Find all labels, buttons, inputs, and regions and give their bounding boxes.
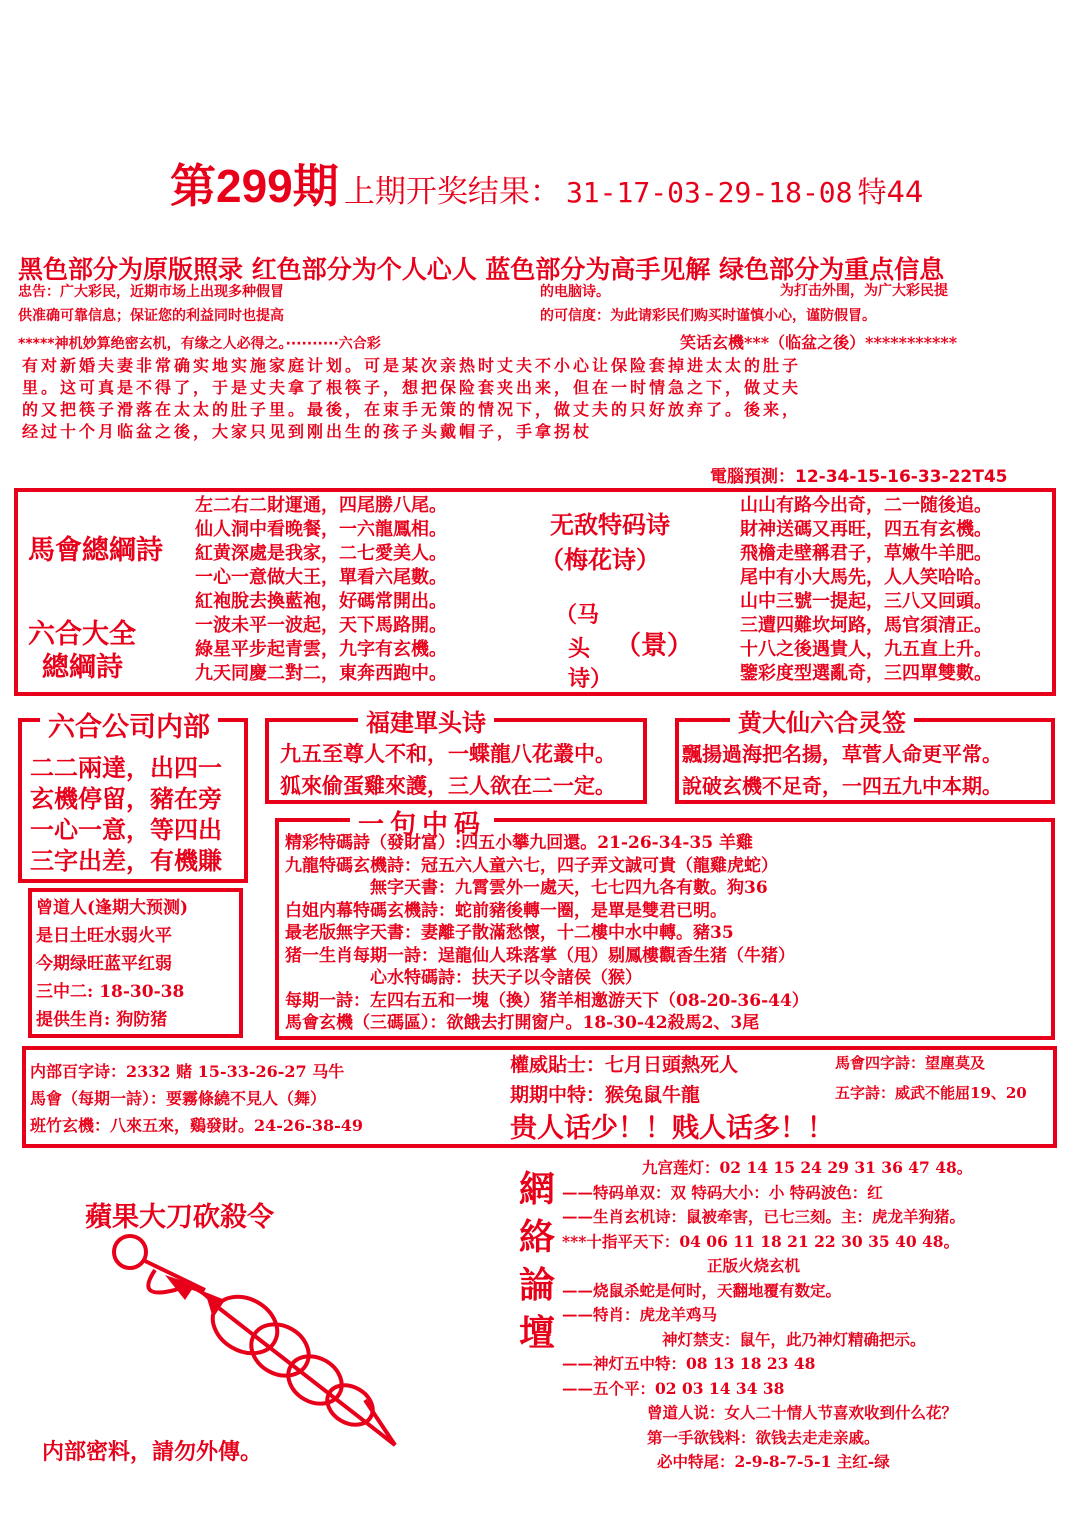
fujian-line: 狐來偷蛋雞來護，三人欲在二一定。 [280, 773, 616, 798]
poem-list-right [740, 494, 992, 686]
joke-title-right: 笑话玄機***（临盆之後）*********** [680, 333, 958, 352]
poem-list-left [195, 494, 447, 686]
forum-body [562, 1156, 972, 1475]
zengdao-box-body [36, 894, 188, 1034]
poem-line: 飛檐走壁稱君子，草嫩牛羊肥。 [740, 543, 992, 564]
notice-line: 的电脑诗。 [540, 284, 610, 300]
poem-line: 財神送碼又再旺，四五有玄機。 [740, 519, 992, 540]
authority-tip: 權威貼士：七月日頭熱死人 [510, 1054, 739, 1076]
zhongte-tip: 期期中特：猴兔鼠牛龍 [510, 1084, 701, 1106]
notice-line: 忠告：广大彩民，近期市场上出现多种假冒 [18, 284, 284, 300]
company-box-title: 六合公司内部 [40, 705, 218, 744]
forum-title-char: 絡 [518, 1216, 555, 1258]
zengdao-line: 今期绿旺蓝平红弱 [36, 954, 172, 974]
forum-title-char: 網 [518, 1168, 555, 1210]
joke-line: 经过十个月临盆之後，大家只见到刚出生的孩子头戴帽子，手拿拐杖 [22, 422, 593, 441]
last-result-numbers: 31-17-03-29-18-08 [565, 176, 853, 209]
internal-line: 班竹玄機：八來五來，鷄發財。24-26-38-49 [30, 1116, 363, 1135]
forum-title-char: 論 [518, 1264, 555, 1306]
poem-line: 左二右二財運通，四尾勝八尾。 [195, 495, 447, 516]
forum-title-char: 壇 [518, 1312, 555, 1354]
poem-line: 仙人洞中看晚餐，一六龍鳳相。 [195, 519, 447, 540]
joke-body [22, 355, 1062, 443]
poem-line: 山中三號一提起，三八又回頭。 [740, 591, 992, 612]
forum-line: 曾道人说：女人二十情人节喜欢收到什么花？ [647, 1403, 958, 1422]
notice-line: 供准确可靠信息；保证您的利益同时也提高 [18, 308, 284, 324]
poem-line: 紅黄深處是我家，二七愛美人。 [195, 543, 447, 564]
special-poem-title: 无敌特码诗 [550, 510, 670, 539]
forum-line: 正版火烧玄机 [707, 1256, 801, 1275]
fujian-box-body [280, 738, 616, 802]
company-line: 一心一意，等四出 [30, 815, 222, 844]
forum-line: ***十指平天下：04 06 11 18 21 22 30 35 40 48。 [562, 1231, 960, 1251]
special-number: 特44 [857, 175, 924, 209]
poem-line: 紅袍脫去換藍袍，好碼常開出。 [195, 591, 447, 612]
zengdao-line: 是日土旺水弱火平 [36, 926, 172, 946]
wongtaisin-line: 說破玄機不足奇，一四五九中本期。 [682, 774, 1002, 798]
internal-box-left [30, 1058, 363, 1139]
forum-line: ——特码单双：双 特码大小：小 特码波色：红 [562, 1182, 883, 1202]
poem-line: 十八之後遇貴人，九五直上升。 [740, 639, 992, 660]
forum-line: ——生肖玄机诗：鼠被牵害，已七三刻。主：虎龙羊狗猪。 [562, 1207, 966, 1226]
horse-poem-shi: 诗） [568, 666, 613, 692]
sentence-line: 精彩特碼詩（發財富）:四五小攀九回還。21-26-34-35 羊雞 [285, 833, 753, 853]
sentence-line: 最老版無字天書：妻離子散滿愁懷，十二樓中水中轉。豬35 [285, 923, 734, 943]
knife-icon [95, 1230, 415, 1460]
poem-line: 三遭四難坎坷路，馬官須清正。 [740, 615, 992, 636]
poem-line: 鑒彩度型選亂奇，三四單雙數。 [740, 663, 992, 684]
notice-line: 的可信度：为此请彩民们购买时谨慎小心，谨防假冒。 [540, 308, 876, 324]
wongtaisin-box-title: 黄大仙六合灵签 [730, 703, 914, 738]
horse-poem-ma: （马 [555, 602, 600, 628]
joke-title-left: *****神机妙算绝密玄机，有缘之人必得之。··········六合彩 [18, 336, 381, 352]
zengdao-line: 三中二: 18-30-38 [36, 982, 185, 1002]
company-line: 三字出差，有機賺 [30, 846, 222, 875]
sentence-box-body [285, 832, 809, 1035]
poem-line: 一波未平一波起，天下馬路開。 [195, 615, 447, 636]
notice-right: 为打击外围，为广大彩民提 [780, 283, 948, 299]
poem-line: 綠星平步起青雲，九字有玄機。 [195, 639, 447, 660]
sentence-line: 每期一詩：左四右五和一塊（換）猪羊相邀游天下（08-20-36-44） [285, 990, 809, 1011]
sentence-line: 馬會玄機（三碼區）：欲餓去打開窗户。18-30-42殺馬2、3尾 [285, 1013, 760, 1033]
forum-line: 第一手欲钱料：欲钱去走走亲戚。 [647, 1427, 880, 1447]
horse-poem-jing: （景） [615, 631, 694, 661]
company-line: 二二兩達，出四一 [30, 753, 222, 782]
forum-line: ——五个平：02 03 14 34 38 [562, 1378, 785, 1398]
internal-line: 馬會（每期一詩）：要霧條繞不見人（舞） [30, 1089, 327, 1108]
computer-prediction: 電腦預測：12-34-15-16-33-22T45 [710, 467, 1008, 487]
hk-four-word-poem: 馬會四字詩：望塵莫及 [835, 1054, 986, 1072]
poem-box-label-1: 馬會總綱詩 [28, 535, 163, 566]
poem-line: 山山有路今出奇，二一随後追。 [740, 495, 992, 516]
sentence-box-title: 一句中码 [350, 804, 494, 841]
forum-line: 必中特尾：2-9-8-7-5-1 主红-绿 [657, 1452, 890, 1471]
company-line: 玄機停留，豬在旁 [30, 784, 222, 813]
sentence-line: 白姐内幕特碼玄機詩：蛇前豬後轉一圈，是單是雙君已明。 [285, 900, 727, 921]
forum-line: 神灯禁支：鼠午，此乃神灯精确把示。 [662, 1329, 926, 1349]
poem-line: 九天同慶二對二，東奔西跑中。 [195, 663, 447, 684]
fujian-box-title: 福建單头诗 [358, 703, 494, 738]
sentence-line: 無字天書：九霄雲外一處天，七七四九各有數。狗36 [370, 878, 768, 898]
poem-box-label-2a: 六合大全 [28, 619, 136, 650]
joke-line: 的又把筷子滑落在太太的肚子里。最後，在束手无策的情况下，做丈夫的只好放弃了。後来， [22, 400, 802, 419]
wongtaisin-line: 飄揚過海把名揚，草菅人命更平常。 [682, 742, 1002, 766]
five-word-poem: 五字詩：威武不能屈19、20 [835, 1084, 1027, 1102]
issue-number: 第299期 [170, 160, 339, 212]
last-result-label: 上期开奖结果： [343, 174, 561, 210]
joke-line: 有对新婚夫妻非常确实地实施家庭计划。可是某次亲热时丈夫不小心让保险套掉进太太的肚子 [22, 356, 802, 375]
forum-line: ——特肖：虎龙羊鸡马 [562, 1305, 718, 1324]
horse-poem-tou: 头 [568, 636, 591, 662]
slogan: 贵人话少！！贱人话多！！ [510, 1113, 834, 1144]
sentence-line: 九龍特碼玄機詩：冠五六人童六七，四子弄文誠可貴（龍雞虎蛇） [285, 855, 778, 876]
poem-line: 尾中有小大馬先，人人笑哈哈。 [740, 567, 992, 588]
sentence-line: 猪一生肖每期一詩：逞龍仙人珠落掌（甩）剔鳳樓觀香生猪（牛猪） [285, 945, 795, 966]
poem-line: 一心一意做大王，單看六尾數。 [195, 567, 447, 588]
internal-line: 内部百字诗：2332 赌 15-33-26-27 马牛 [30, 1062, 345, 1081]
forum-vertical-title [515, 1165, 559, 1357]
sentence-line: 心水特碼詩：扶天子以令諸侯（猴） [370, 968, 642, 988]
forum-line: ——神灯五中特：08 13 18 23 48 [562, 1354, 816, 1373]
knife-title: 蘋果大刀砍殺令 [85, 1202, 274, 1233]
notice-left [18, 280, 284, 328]
knife-footer: 内部密料，請勿外傳。 [42, 1439, 263, 1465]
forum-line: 九宫莲灯：02 14 15 24 29 31 36 47 48。 [642, 1158, 973, 1177]
wongtaisin-box-body [682, 738, 1002, 802]
forum-line: ——烧鼠杀蛇是何时，天翻地覆有数定。 [562, 1280, 842, 1300]
zengdao-line: 提供生肖: 狗防猪 [36, 1010, 168, 1030]
color-legend: 黑色部分为原版照录 红色部分为个人心人 蓝色部分为高手见解 绿色部分为重点信息 [18, 255, 945, 284]
fujian-line: 九五至尊人不和，一蝶龍八花叢中。 [280, 741, 616, 766]
joke-line: 里。这可真是不得了，于是丈夫拿了根筷子，想把保险套夹出来，但在一时情急之下，做丈夫 [22, 378, 802, 397]
zengdao-line: 曾道人(逢期大预测) [36, 898, 189, 918]
special-poem-subtitle: （梅花诗） [540, 545, 660, 574]
company-box-body [30, 752, 222, 876]
issue-header [170, 150, 1050, 210]
poem-box-label-2b: 總綱詩 [42, 652, 123, 683]
